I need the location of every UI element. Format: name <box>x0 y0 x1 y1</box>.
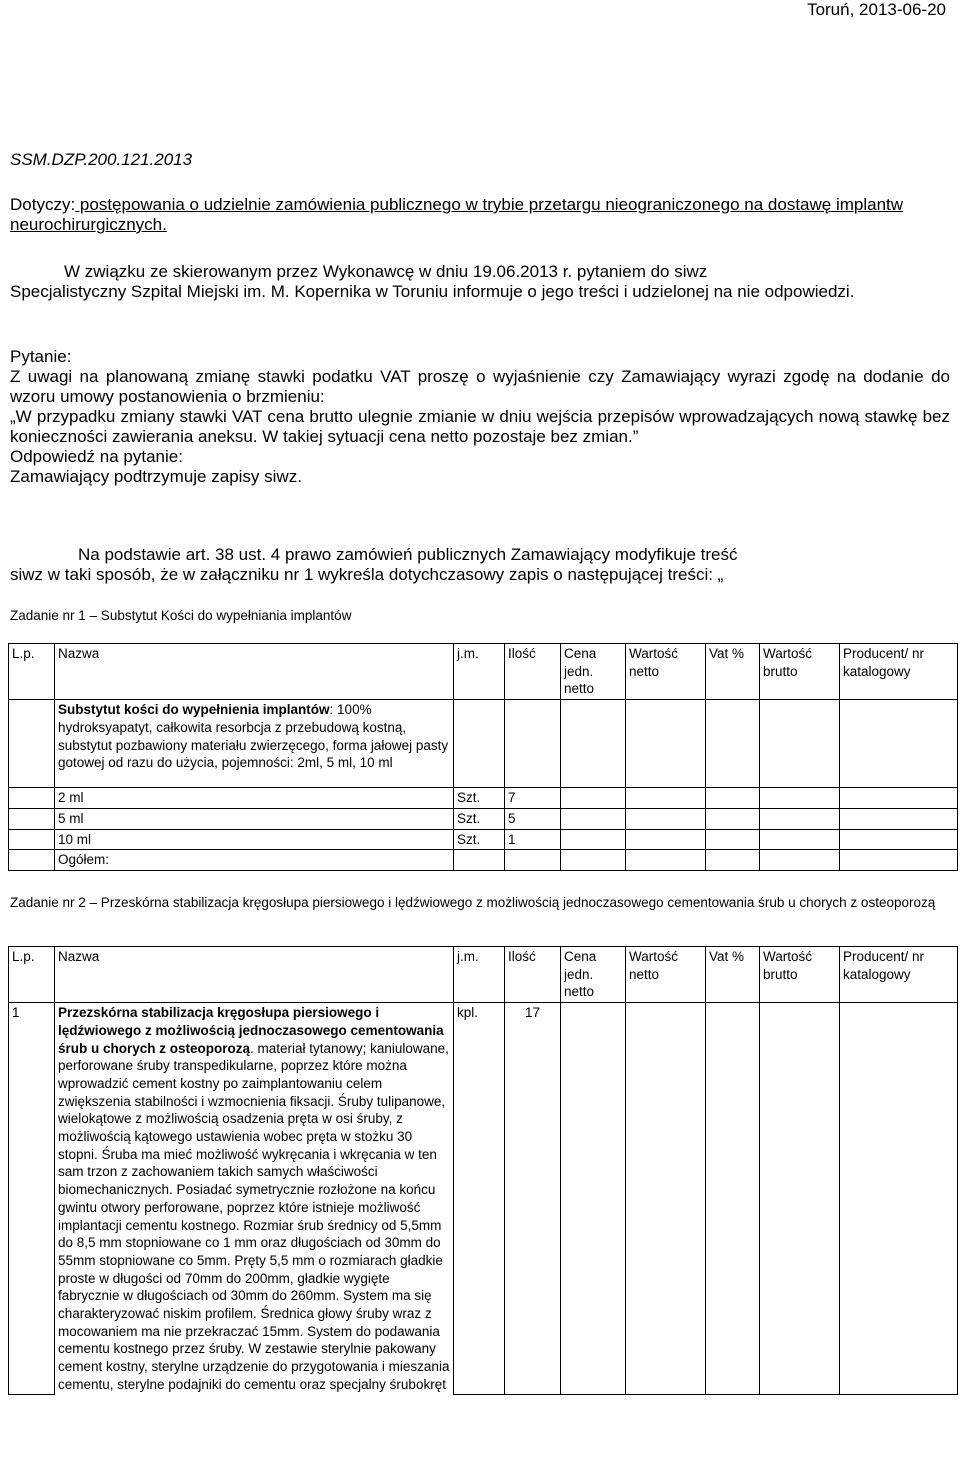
modification-line-2: siwz w taki sposób, że w załączniku nr 1 wykreśla dotychczasowy zapis o następującej treści: „ <box>10 565 724 584</box>
row-unit: Szt. <box>454 829 505 850</box>
table-row <box>9 829 958 850</box>
task1-description-bold: Substytut kości do wypełnienia implantów <box>58 702 330 718</box>
row-qty: 1 <box>505 829 561 850</box>
row-name: 2 ml <box>55 788 454 809</box>
task1-description-rest: : 100% hydroksyapatyt, całkowita resorbcja z przebudową kostną, substytut pozbawiony materiału zwierzęcego, forma jałowej pasty gotowej od razu do użycia, pojemności: 2ml, 5 ml, 10 ml <box>58 702 449 771</box>
subject-label: Dotyczy: <box>10 195 76 214</box>
question-label: Pytanie: <box>10 347 72 366</box>
modification-line-1: Na podstawie art. 38 ust. 4 prawo zamówień publicznych Zamawiający modyfikuje treść <box>78 545 738 564</box>
intro-line-1: W związku ze skierowanym przez Wykonawcę w dniu 19.06.2013 r. pytaniem do siwz <box>64 262 708 281</box>
table-row <box>9 808 958 829</box>
col-gross-value: Wartość brutto <box>760 644 840 700</box>
task2-description-rest: . materiał tytanowy; kaniulowane, perforowane śruby transpedikularne, poprzez które można wprowadzić cement kostny po zaimplantowaniu celem zwiększenia stabilności i wzmocnienia fiksacji. Śruby tulipanowe, wielokątowe z możliwością osadzenia pręta w osi śruby, z możliwością kątowego ustawienia wobec pręta w stożku 30 stopni. Śruba ma mieć możliwość wykręcania i wkręcania w ten sam trzon z zachowaniem takich samych właściwości biomechanicznych. Posiadać symetrycznie rozłożone na końcu gwintu otwory perforowane, poprzez które istnieje możliwość implantacji cementu kostnego. Rozmiar śrub średnicy od 5,5mm do 8,5 mm stopniowane co 1 mm oraz długościach od 30mm do 55mm stopniowane co 5mm. Pręty 5,5 mm o rozmiarach gładkie proste w długości od 70mm do 200mm, gładkie wygięte fabrycznie w długościach od 30mm do 260mm. System ma się charakteryzować niskim profilem. Średnica głowy śruby wraz z mocowaniem ma nie przekraczać 15mm. System do podawania cementu kostnego przez śruby. W zestawie sterylnie pakowany cement kostny, sterylne urządzenie do przygotowania i mieszania cementu, sterylne podajniki do cementu oraz specjalny śrubokręt <box>58 1040 450 1392</box>
intro-paragraph <box>10 262 950 302</box>
question-answer-section <box>10 347 950 487</box>
row-qty: 5 <box>505 808 561 829</box>
col-qty: Ilość <box>505 644 561 700</box>
question-quote: „W przypadku zmiany stawki VAT cena brutto ulegnie zmianie w dniu wejścia przepisów wprowadzających nową stawkę bez konieczności zawierania aneksu. W takiej sytuacji cena netto pozostaje bez zmian.” <box>10 407 950 446</box>
row-unit: kpl. <box>454 1003 505 1395</box>
subject-text: postępowania o udzielnie zamówienia publicznego w trybie przetargu nieograniczonego na dostawę implantw neurochirurgicznych. <box>10 195 904 234</box>
answer-text: Zamawiający podtrzymuje zapisy siwz. <box>10 467 302 486</box>
row-description <box>55 1003 454 1395</box>
task2-title: Zadanie nr 2 – Przeskórna stabilizacja kręgosłupa piersiowego i lędźwiowego z możliwością jednoczasowego cementowania śrub u chorych z osteoporozą <box>10 895 936 910</box>
task1-header-row <box>9 644 958 700</box>
col-lp: L.p. <box>9 947 55 1003</box>
col-lp: L.p. <box>9 644 55 700</box>
table-row <box>9 788 958 809</box>
task2-header-row <box>9 947 958 1003</box>
intro-line-2: Specjalistyczny Szpital Miejski im. M. Kopernika w Toruniu informuje o jego treści i udzielonej na nie odpowiedzi. <box>10 282 855 301</box>
col-net-value: Wartość netto <box>626 947 706 1003</box>
col-jm: j.m. <box>454 644 505 700</box>
col-name: Nazwa <box>55 644 454 700</box>
task1-description-row <box>9 700 958 788</box>
row-unit: Szt. <box>454 788 505 809</box>
modification-paragraph <box>10 545 955 585</box>
col-unit-price: Cena jedn. netto <box>561 947 626 1003</box>
document-date: Toruń, 2013-06-20 <box>807 0 946 19</box>
col-net-value: Wartość netto <box>626 644 706 700</box>
table-row <box>9 1003 958 1395</box>
task1-title: Zadanie nr 1 – Substytut Kości do wypełniania implantów <box>10 608 352 623</box>
total-label: Ogółem: <box>55 850 454 871</box>
row-lp: 1 <box>9 1003 55 1395</box>
row-qty: 17 <box>505 1003 561 1395</box>
col-jm: j.m. <box>454 947 505 1003</box>
answer-label: Odpowiedź na pytanie: <box>10 447 183 466</box>
col-producer: Producent/ nr katalogowy <box>840 947 958 1003</box>
task1-table <box>8 643 958 871</box>
row-qty: 7 <box>505 788 561 809</box>
col-name: Nazwa <box>55 947 454 1003</box>
task2-table <box>8 946 958 1395</box>
col-vat: Vat % <box>706 947 760 1003</box>
question-text: Z uwagi na planowaną zmianę stawki podatku VAT proszę o wyjaśnienie czy Zamawiający wyrazi zgodę na dodanie do wzoru umowy postanowienia o brzmieniu: <box>10 367 950 406</box>
subject-paragraph <box>10 195 950 235</box>
row-unit: Szt. <box>454 808 505 829</box>
row-name: 5 ml <box>55 808 454 829</box>
reference-number: SSM.DZP.200.121.2013 <box>10 150 193 169</box>
col-producer: Producent/ nr katalogowy <box>840 644 958 700</box>
col-qty: Ilość <box>505 947 561 1003</box>
col-gross-value: Wartość brutto <box>760 947 840 1003</box>
row-name: 10 ml <box>55 829 454 850</box>
task1-total-row <box>9 850 958 871</box>
col-unit-price: Cena jedn. netto <box>561 644 626 700</box>
task1-description <box>55 700 454 788</box>
col-vat: Vat % <box>706 644 760 700</box>
task2-description-bold: Przezskórna stabilizacja kręgosłupa piersiowego i lędźwiowego z możliwością jednoczasowego cementowania śrub u chorych z osteoporozą <box>58 1005 444 1056</box>
